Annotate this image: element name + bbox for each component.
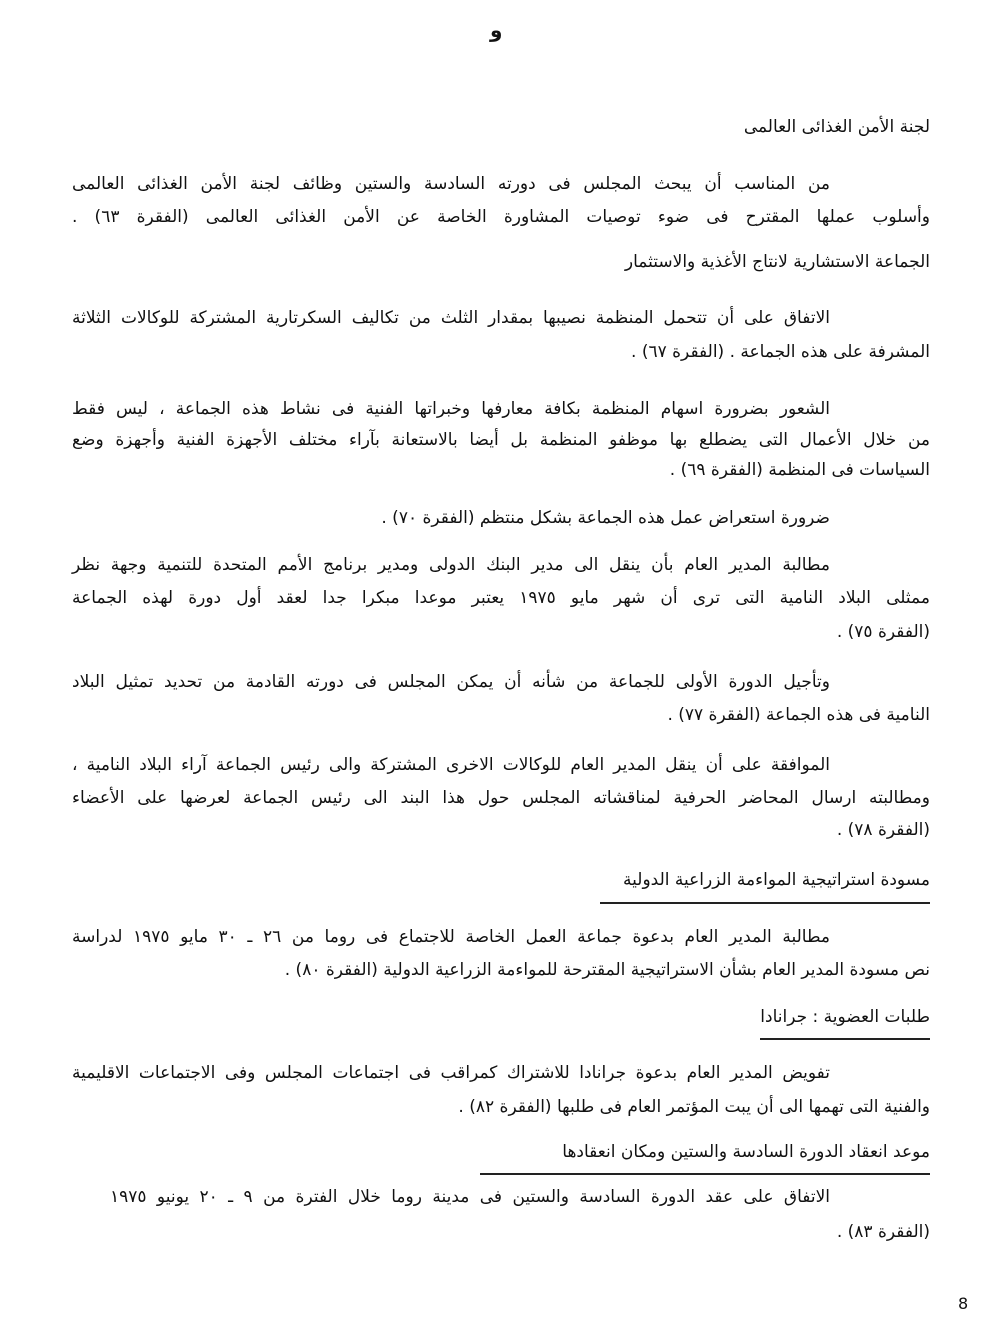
paragraph-line: وتأجيل الدورة الأولى للجماعة من شأنه أن يمكن المجلس فى دورته القادمة من تحديد تمثيل البلاد [72, 672, 830, 692]
paragraph-line: السياسات فى المنظمة (الفقرة ٦٩) . [669, 460, 930, 480]
paragraph-line: ممثلى البلاد النامية التى ترى أن شهر مايو ١٩٧٥ يعتبر موعدا مبكرا جدا لعقد أول دورة لهذه الجماعة [72, 588, 930, 608]
paragraph-line: تفويض المدير العام بدعوة جرانادا للاشتراك كمراقب فى اجتماعات المجلس وفى الاجتماعات الاقليمية [72, 1063, 830, 1083]
paragraph-line: والفنية التى تهمها الى أن يبت المؤتمر العام فى طلبها (الفقرة ٨٢) . [458, 1097, 930, 1117]
section-heading: لجنة الأمن الغذائى العالمى [743, 117, 930, 137]
section-heading: موعد انعقاد الدورة السادسة والستين ومكان انعقادها [562, 1142, 930, 1162]
paragraph-line: مطالبة المدير العام بدعوة جماعة العمل الخاصة للاجتماع فى روما من ٢٦ ـ ٣٠ مايو ١٩٧٥ لدراسة [72, 927, 830, 947]
paragraph-line: نص مسودة المدير العام بشأن الاستراتيجية المقترحة للمواءمة الزراعية الدولية (الفقرة ٨٠) . [284, 960, 930, 980]
paragraph-line: الموافقة على أن ينقل المدير العام للوكالات الاخرى المشتركة والى رئيس الجماعة آراء البلاد النامية ، [72, 755, 830, 775]
section-heading: مسودة استراتيجية المواءمة الزراعية الدولية [623, 870, 930, 890]
paragraph-line: (الفقرة ٧٨) . [836, 820, 930, 840]
paragraph-line: من خلال الأعمال التى يضطلع بها موظفو المنظمة بل أيضا بالاستعانة بآراء مختلف الأجهزة الفنية وأجهزة وضع [72, 430, 930, 450]
section-heading: طلبات العضوية : جرانادا [760, 1007, 930, 1027]
heading-underline [600, 902, 930, 904]
paragraph-line: الاتفاق على أن تتحمل المنظمة نصيبها بمقدار الثلث من تكاليف السكرتارية المشتركة للوكالات الثلاثة [72, 308, 830, 328]
paragraph-line: ضرورة استعراض عمل هذه الجماعة بشكل منتظم (الفقرة ٧٠) . [381, 508, 830, 528]
heading-underline [480, 1173, 930, 1175]
paragraph-line: النامية فى هذه الجماعة (الفقرة ٧٧) . [667, 705, 930, 725]
paragraph-line: وأسلوب عملها المقترح فى ضوء توصيات المشاورة الخاصة عن الأمن الغذائى العالمى (الفقرة ٦٣) . [72, 207, 930, 227]
paragraph-line: الشعور بضرورة اسهام المنظمة بكافة معارفها وخبراتها الفنية فى نشاط هذه الجماعة ، ليس فقط [72, 399, 830, 419]
paragraph-line: الاتفاق على عقد الدورة السادسة والستين فى مدينة روما خلال الفترة من ٩ ـ ٢٠ يونيو ١٩٧٥ [110, 1187, 830, 1207]
paragraph-line: من المناسب أن يبحث المجلس فى دورته السادسة والستين وظائف لجنة الأمن الغذائى العالمى [72, 174, 830, 194]
paragraph-line: ومطالبته ارسال المحاضر الحرفية لمناقشاته المجلس حول هذا البند الى رئيس الجماعة لعرضها على الأعضاء [72, 788, 930, 808]
paragraph-line: (الفقرة ٧٥) . [836, 622, 930, 642]
page-marker: و [490, 18, 503, 42]
page-number: 8 [958, 1294, 969, 1313]
paragraph-line: مطالبة المدير العام بأن ينقل الى مدير البنك الدولى ومدير برنامج الأمم المتحدة للتنمية وجهة نظر [72, 555, 830, 575]
paragraph-line: (الفقرة ٨٣) . [836, 1222, 930, 1242]
paragraph-line: المشرفة على هذه الجماعة . (الفقرة ٦٧) . [631, 342, 930, 362]
section-heading: الجماعة الاستشارية لانتاج الأغذية والاستثمار [624, 252, 930, 272]
heading-underline [760, 1038, 930, 1040]
